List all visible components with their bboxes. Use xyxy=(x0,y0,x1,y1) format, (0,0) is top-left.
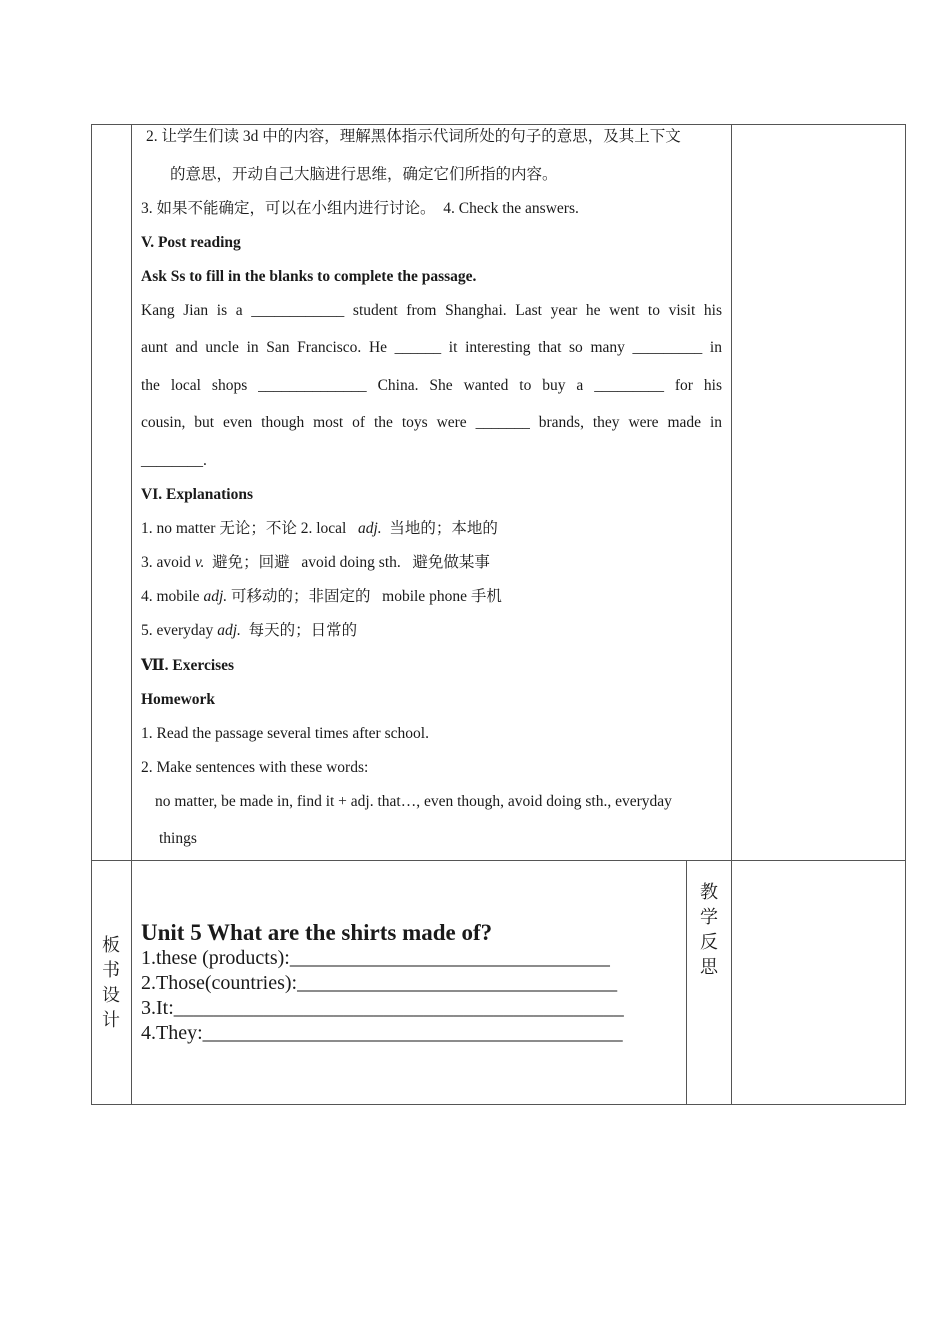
board-design-label xyxy=(101,933,121,1033)
explanation-item-4-phrase: mobile phone 手机 xyxy=(382,588,502,605)
board-line-2: 2.Those(countries):________________________________ xyxy=(141,972,618,994)
table-bottom-border xyxy=(91,1104,906,1105)
passage-line-5: ________. xyxy=(141,452,207,469)
reflection-label-char: 反 xyxy=(700,932,718,952)
explanation-item-1 xyxy=(141,519,498,539)
exercises-heading: Ⅶ. Exercises xyxy=(141,657,235,674)
board-label-char: 板 xyxy=(102,935,120,955)
table-right-border xyxy=(905,124,906,1105)
post-reading-heading: V. Post reading xyxy=(141,234,241,251)
procedure-step-2-line-2: 的意思，开动自己大脑进行思维，确定它们所指的内容。 xyxy=(170,166,558,183)
procedure-step-3: 3. 如果不能确定，可以在小组内进行讨论。 xyxy=(141,200,436,217)
homework-words-line-1: no matter, be made in, find it + adj. that…, even though, avoid doing sth., everyday xyxy=(155,793,672,810)
passage-line-3: the local shops ______________ China. She wanted to buy a _________ for his xyxy=(141,377,722,394)
explanation-item-1-meaning: 当地的；本地的 xyxy=(389,520,498,537)
board-label-char: 计 xyxy=(102,1010,120,1030)
explanation-item-3-word: 3. avoid xyxy=(141,554,191,571)
explanation-item-1-text: 1. no matter 无论；不论 2. local xyxy=(141,520,347,537)
passage-line-2: aunt and uncle in San Francisco. He ______ it interesting that so many _________ in xyxy=(141,339,722,356)
reflection-label-char: 思 xyxy=(700,957,718,977)
procedure-step-4: 4. Check the answers. xyxy=(443,200,579,217)
passage-line-4: cousin, but even though most of the toys were _______ brands, they were made in xyxy=(141,414,722,431)
board-title: Unit 5 What are the shirts made of? xyxy=(141,920,493,945)
table-left-border xyxy=(91,124,92,1105)
board-label-char: 设 xyxy=(102,985,120,1005)
procedure-step-2-line-1: 2. 让学生们读 3d 中的内容，理解黑体指示代词所处的句子的意思，及其上下文 xyxy=(146,128,681,145)
reflection-label-char: 教 xyxy=(700,882,718,902)
post-reading-instruction: Ask Ss to fill in the blanks to complete the passage. xyxy=(141,268,477,285)
explanation-item-3-meaning: 避免；回避 xyxy=(212,554,290,571)
explanation-item-4-meaning: 可移动的；非固定的 xyxy=(231,588,371,605)
board-label-char: 书 xyxy=(102,960,120,980)
teaching-reflection-label xyxy=(699,880,719,980)
procedure-step-3-4 xyxy=(141,199,579,219)
board-line-4: 4.They:__________________________________________ xyxy=(141,1022,623,1044)
explanation-item-5 xyxy=(141,621,357,641)
explanations-heading: VI. Explanations xyxy=(141,486,253,503)
passage-line-1: Kang Jian is a ____________ student from Shanghai. Last year he went to visit his xyxy=(141,302,722,319)
explanation-item-5-pos: adj. xyxy=(217,622,241,639)
homework-item-1: 1. Read the passage several times after school. xyxy=(141,725,429,742)
homework-heading: Homework xyxy=(141,691,216,708)
board-line-3: 3.It:_____________________________________________ xyxy=(141,997,624,1019)
explanation-item-4 xyxy=(141,587,502,607)
reflection-label-char: 学 xyxy=(700,907,718,927)
board-line-1: 1.these (products):________________________________ xyxy=(141,947,610,969)
table-col-divider-1 xyxy=(131,124,132,1105)
explanation-item-4-pos: adj. xyxy=(203,588,228,605)
homework-words-line-2: things xyxy=(159,830,197,847)
homework-item-2: 2. Make sentences with these words: xyxy=(141,759,369,776)
explanation-item-5-meaning: 每天的；日常的 xyxy=(248,622,358,639)
explanation-item-1-pos: adj. xyxy=(357,520,382,537)
table-col-divider-2 xyxy=(686,860,687,1105)
explanation-item-3-phrase-meaning: 避免做某事 xyxy=(412,554,490,571)
explanation-item-3 xyxy=(141,553,490,573)
table-row-divider xyxy=(91,860,906,861)
explanation-item-4-word: 4. mobile xyxy=(141,588,200,605)
explanation-item-5-word: 5. everyday xyxy=(141,622,214,639)
table-col-divider-3 xyxy=(731,124,732,1105)
explanation-item-3-phrase: avoid doing sth. xyxy=(301,554,401,571)
table-top-border xyxy=(91,124,906,125)
explanation-item-3-pos: v. xyxy=(194,554,205,571)
